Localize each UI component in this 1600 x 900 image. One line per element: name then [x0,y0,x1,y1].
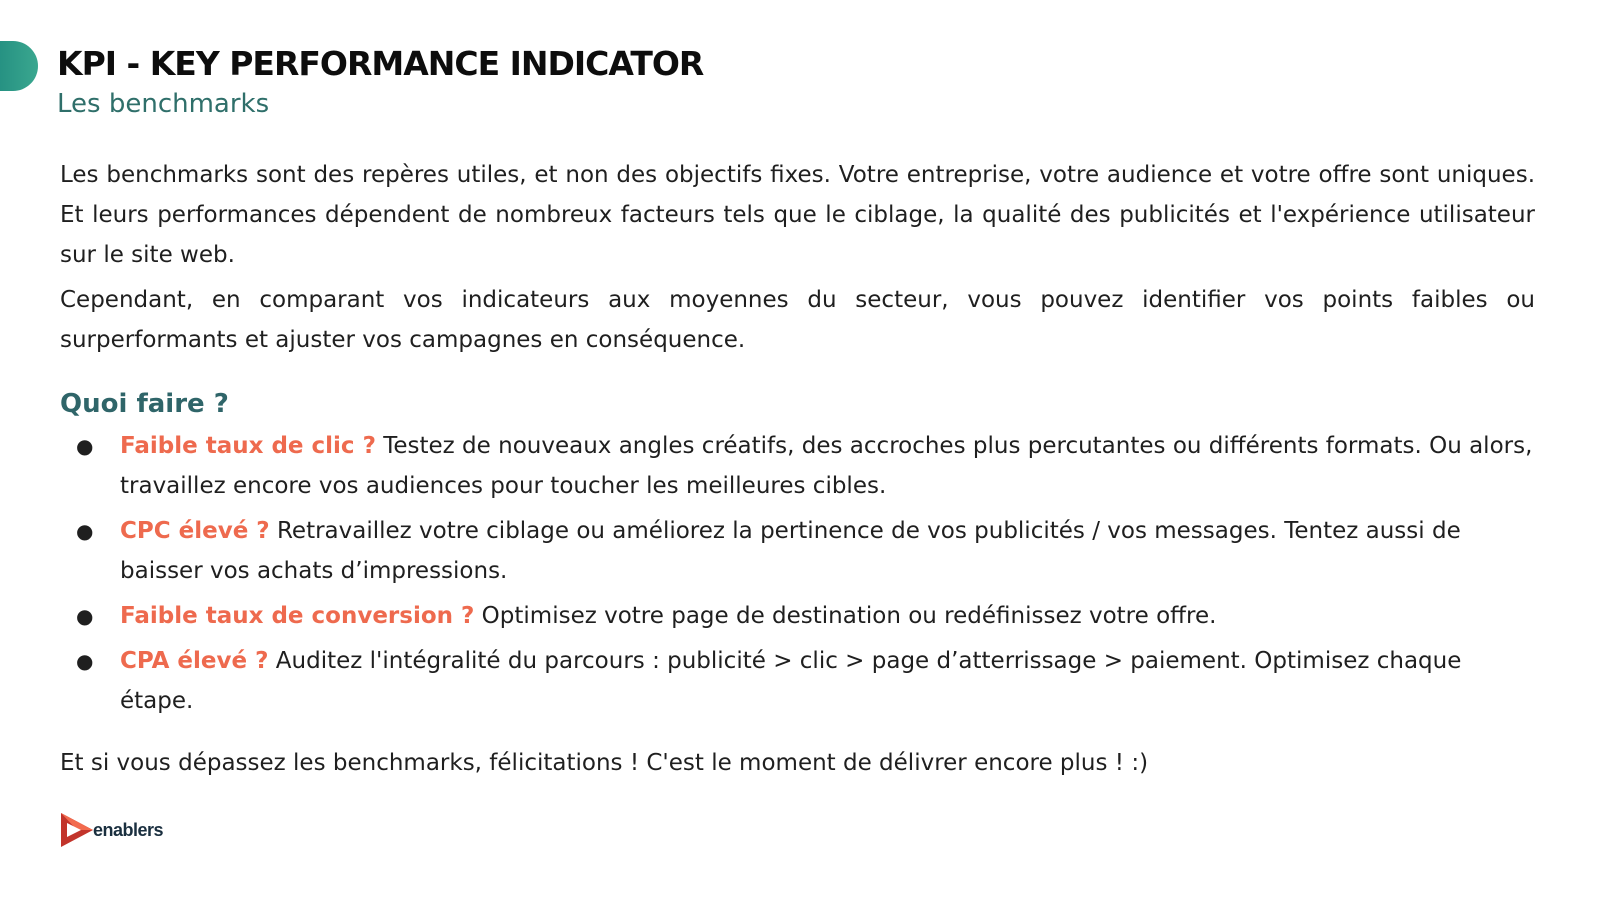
list-item [60,511,1535,591]
bullet-icon: ● [76,434,94,458]
bullet-icon: ● [76,604,94,628]
list-item [60,641,1535,721]
bullet-icon: ● [76,649,94,673]
item-text: Auditez l'intégralité du parcours : publicité > clic > page d’atterrissage > paiement. Optimisez chaque étape. [120,648,1462,714]
item-text: Testez de nouveaux angles créatifs, des accroches plus percutantes ou différents formats. Ou alors, travaillez encore vos audiences pour toucher les meilleures cibles. [120,433,1533,499]
item-text: Retravaillez votre ciblage ou améliorez la pertinence de vos publicités / vos messages. Tentez aussi de baisser vos achats d’impressions. [120,518,1461,584]
list-item [60,426,1535,506]
page-subtitle: Les benchmarks [57,89,270,119]
item-label: Faible taux de conversion ? [120,603,475,629]
item-label: CPC élevé ? [120,518,270,544]
header-accent-tab [0,41,38,91]
brand-name: enablers [93,819,164,840]
page-title: KPI - KEY PERFORMANCE INDICATOR [57,44,704,83]
item-label: CPA élevé ? [120,648,269,674]
play-triangle-icon [57,810,97,850]
list-item [60,596,1535,636]
bullet-icon: ● [76,519,94,543]
intro-paragraph-2: Cependant, en comparant vos indicateurs aux moyennes du secteur, vous pouvez identifier vos points faibles ou surperformants et ajuster vos campagnes en conséquence. [60,287,1535,353]
actions-list [60,426,1535,721]
item-label: Faible taux de clic ? [120,433,376,459]
section-heading: Quoi faire ? [60,389,229,419]
main-content [60,155,1535,783]
intro-paragraph-1: Les benchmarks sont des repères utiles, et non des objectifs fixes. Votre entreprise, votre audience et votre offre sont uniques. Et leurs performances dépendent de nombreux facteurs tels que le ciblage, la qualité des publicités et l'expérience utilisateur sur le site web. [60,162,1535,268]
item-text: Optimisez votre page de destination ou redéfinissez votre offre. [474,603,1217,629]
closing-text: Et si vous dépassez les benchmarks, félicitations ! C'est le moment de délivrer encore plus ! :) [60,750,1149,776]
brand-logo [57,810,163,850]
